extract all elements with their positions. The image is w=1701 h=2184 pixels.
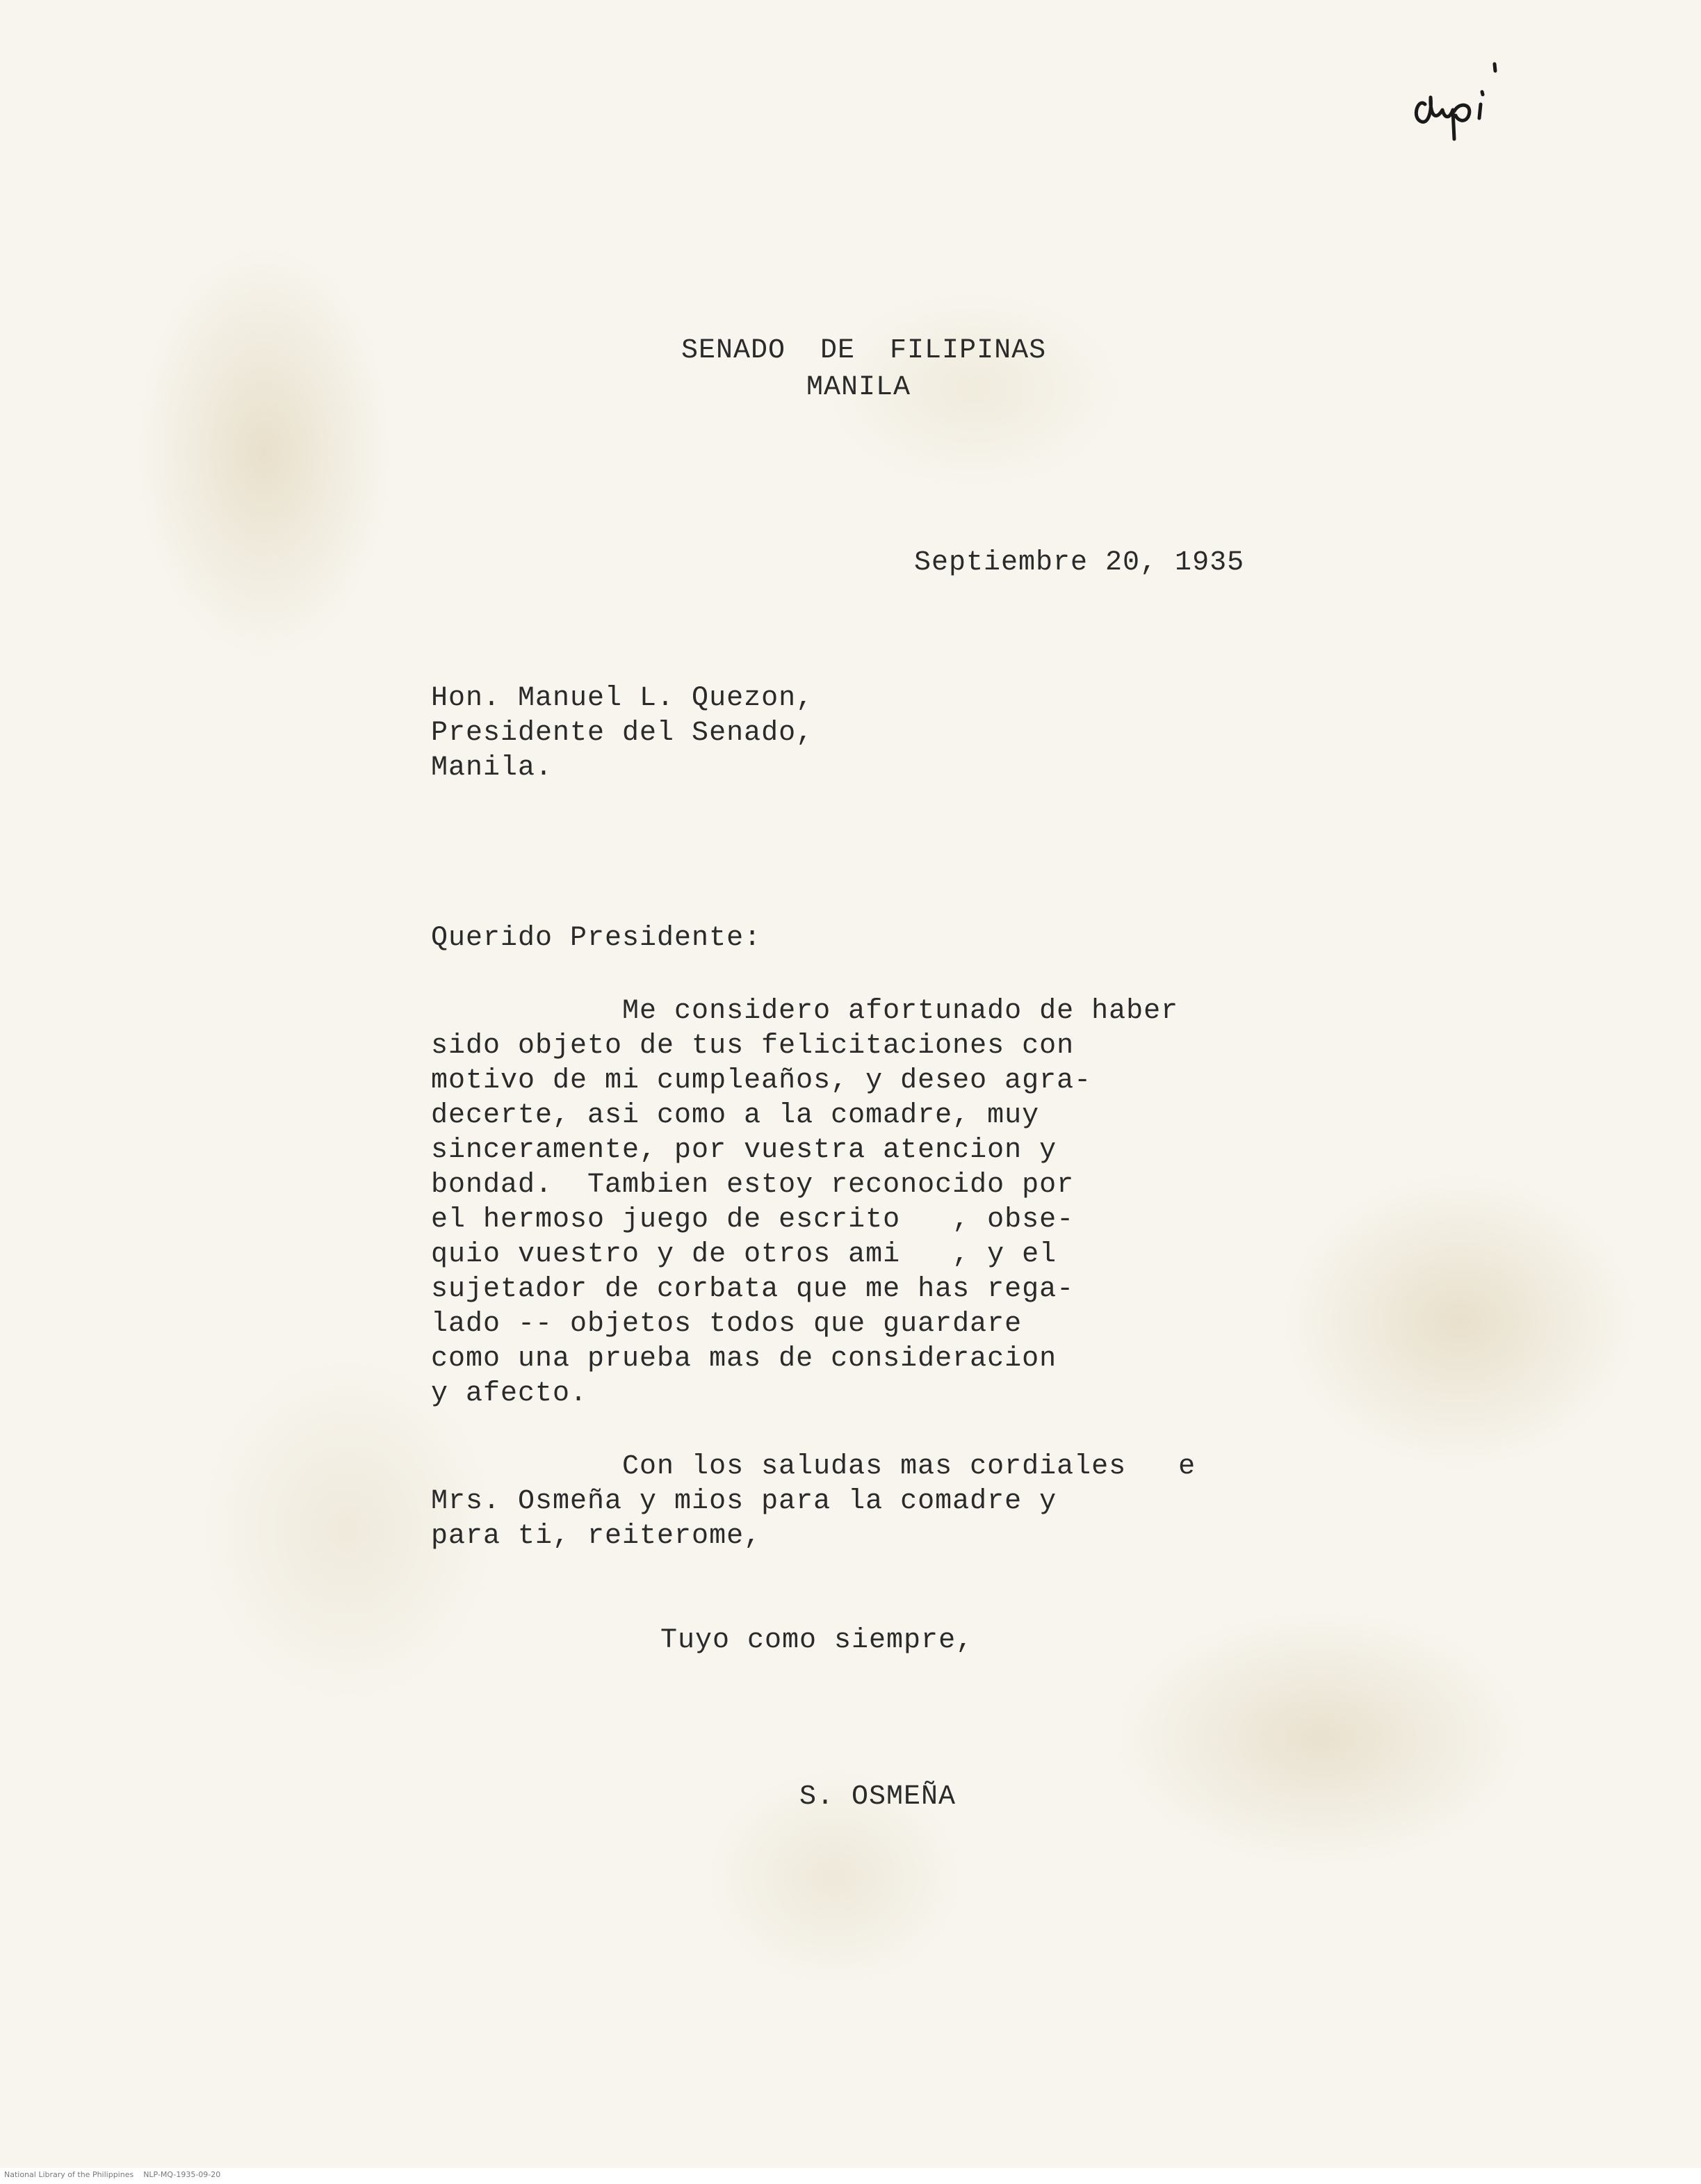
body-line: como una prueba mas de consideracion bbox=[431, 1343, 1057, 1375]
recipient-name: Hon. Manuel L. Quezon, bbox=[431, 683, 814, 714]
body-line: Con los saludas mas cordiales e bbox=[431, 1451, 1196, 1482]
body-line: decerte, asi como a la comadre, muy bbox=[431, 1100, 1040, 1131]
scan-footer-strip bbox=[0, 2168, 1701, 2184]
body-line: sujetador de corbata que me has rega- bbox=[431, 1274, 1075, 1305]
body-line: quio vuestro y de otros ami , y el bbox=[431, 1239, 1057, 1270]
closing: Tuyo como siempre, bbox=[660, 1625, 974, 1656]
recipient-title: Presidente del Senado, bbox=[431, 718, 814, 749]
body-line: Me considero afortunado de haber bbox=[431, 996, 1179, 1027]
recipient-city: Manila. bbox=[431, 752, 553, 784]
body-line: sido objeto de tus felicitaciones con bbox=[431, 1030, 1075, 1062]
scan-footer-text: National Library of the Philippines NLP-MQ-1935-09-20 bbox=[4, 2170, 221, 2179]
handwritten-annotation bbox=[1404, 56, 1522, 174]
body-line: lado -- objetos todos que guardare bbox=[431, 1309, 1023, 1340]
body-line: sinceramente, por vuestra atencion y bbox=[431, 1135, 1057, 1166]
body-line: Mrs. Osmeña y mios para la comadre y bbox=[431, 1486, 1057, 1517]
letterhead-senate: SENADO DE FILIPINAS bbox=[681, 335, 1047, 366]
body-line: para ti, reiterome, bbox=[431, 1521, 762, 1552]
salutation: Querido Presidente: bbox=[431, 923, 762, 954]
letter-date: Septiembre 20, 1935 bbox=[914, 547, 1245, 579]
body-line: el hermoso juego de escrito , obse- bbox=[431, 1204, 1075, 1236]
body-line: motivo de mi cumpleaños, y deseo agra- bbox=[431, 1065, 1092, 1097]
signature: S. OSMEÑA bbox=[799, 1781, 957, 1813]
body-line: y afecto. bbox=[431, 1378, 588, 1409]
letterhead-city: MANILA bbox=[806, 372, 911, 403]
body-line: bondad. Tambien estoy reconocido por bbox=[431, 1170, 1075, 1201]
